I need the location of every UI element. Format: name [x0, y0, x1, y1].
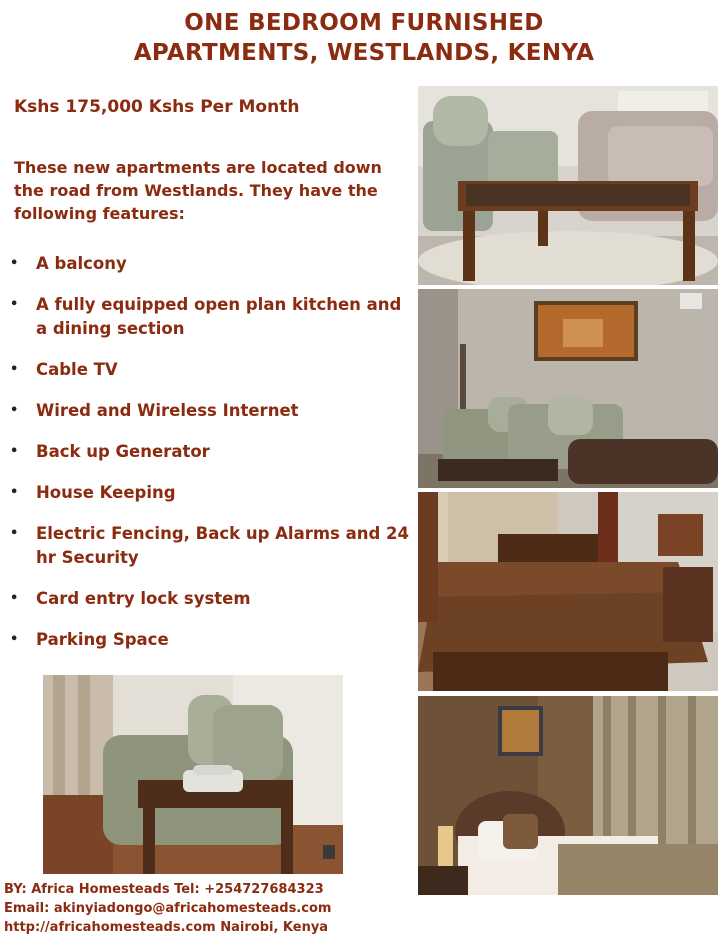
feature-item: • A balcony — [0, 252, 410, 276]
dining-photo — [418, 492, 718, 691]
title-line-2: APARTMENTS, WESTLANDS, KENYA — [133, 40, 595, 66]
footer-website-line: http://africahomesteads.com Nairobi, Kenya — [4, 920, 329, 935]
intro-text: These new apartments are located down the road from Westlands. They have the following features: — [14, 158, 382, 223]
living-room-photo — [418, 86, 718, 285]
feature-item: • Wired and Wireless Internet — [0, 399, 410, 423]
lounge-photo — [418, 289, 718, 488]
contact-footer — [4, 880, 404, 937]
feature-item: • Back up Generator — [0, 440, 410, 464]
feature-item: • Cable TV — [0, 358, 410, 382]
feature-item: • A fully equipped open plan kitchen and a dining section — [0, 293, 410, 341]
title-line-1: ONE BEDROOM FURNISHED — [184, 10, 544, 36]
feature-item: • Card entry lock system — [0, 587, 410, 611]
bedroom-photo — [418, 696, 718, 895]
feature-item: • Electric Fencing, Back up Alarms and 24 hr Security — [0, 522, 410, 570]
feature-item: • House Keeping — [0, 481, 410, 505]
price-text: Kshs 175,000 Kshs Per Month — [14, 97, 300, 117]
footer-email-line: Email: akinyiadongo@africahomesteads.com — [4, 901, 332, 916]
feature-item: • Parking Space — [0, 628, 410, 652]
footer-by-line: BY: Africa Homesteads Tel: +254727684323 — [4, 882, 324, 897]
feature-list — [0, 252, 410, 669]
document-title — [0, 8, 728, 68]
armchair-photo — [43, 675, 343, 874]
